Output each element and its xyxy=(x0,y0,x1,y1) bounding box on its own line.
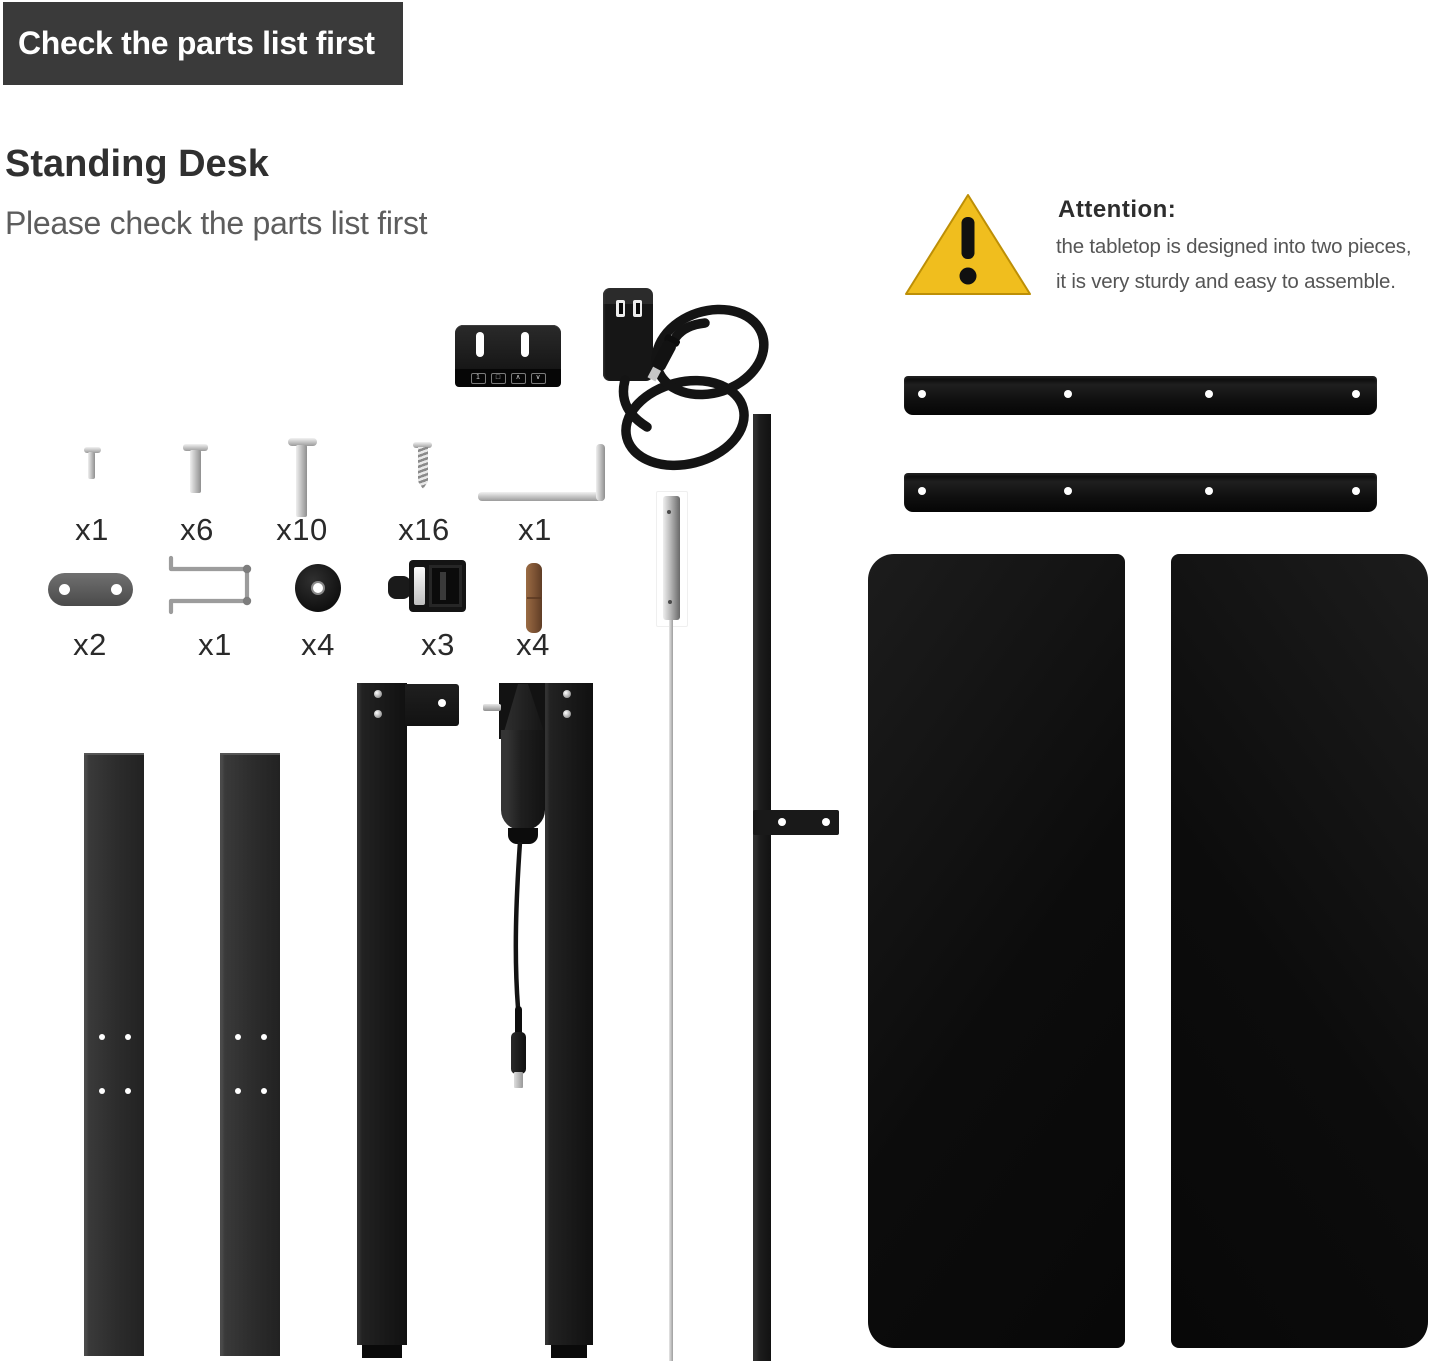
cable-hook-icon xyxy=(160,550,255,620)
attention-line-2: it is very sturdy and easy to assemble. xyxy=(1056,270,1396,293)
dc-plug-icon xyxy=(511,1032,526,1074)
qty-label: x1 xyxy=(518,512,552,547)
qty-label: x4 xyxy=(301,627,335,662)
qty-label: x2 xyxy=(73,627,107,662)
screw-head-icon xyxy=(374,710,382,718)
qty-label: x3 xyxy=(421,627,455,662)
crossbeam-bracket xyxy=(753,810,839,835)
side-rail xyxy=(904,473,1377,512)
crossbeam xyxy=(753,414,771,1361)
mount-slot-icon xyxy=(476,332,484,357)
qty-label: x10 xyxy=(276,512,328,547)
control-panel xyxy=(455,325,561,387)
preset-1-button-icon: 1 xyxy=(471,373,486,384)
leg-column-lower xyxy=(220,753,280,1356)
attention-title: Attention: xyxy=(1058,196,1177,223)
qty-label: x4 xyxy=(516,627,550,662)
tabletop-left-half xyxy=(868,554,1125,1348)
leg-mount-bracket xyxy=(405,684,459,726)
cable-clip-icon xyxy=(388,558,468,614)
qty-label: x1 xyxy=(75,512,109,547)
motor-cable xyxy=(500,840,540,1015)
screw-head-icon xyxy=(563,710,571,718)
warning-triangle-icon xyxy=(903,190,1033,298)
screw-head-icon xyxy=(374,690,382,698)
leg-upper-with-bracket xyxy=(357,683,407,1345)
qty-label: x1 xyxy=(198,627,232,662)
connector-plate-icon xyxy=(48,573,133,606)
attention-line-1: the tabletop is designed into two pieces, xyxy=(1056,235,1412,258)
qty-label: x6 xyxy=(180,512,214,547)
tabletop-right-half xyxy=(1171,554,1428,1348)
lifting-rod xyxy=(669,620,673,1361)
dc-plug-tip xyxy=(514,1072,523,1088)
wooden-dowel-icon xyxy=(526,563,542,633)
up-button-icon: ∧ xyxy=(511,373,526,384)
banner xyxy=(3,2,403,85)
leg-foot-insert xyxy=(551,1345,587,1358)
page-title: Standing Desk xyxy=(5,143,269,185)
display-button-icon: □ xyxy=(491,373,506,384)
motor-body xyxy=(501,730,545,830)
leg-foot-insert xyxy=(362,1345,402,1358)
control-panel-buttons xyxy=(455,369,561,387)
mount-slot-icon xyxy=(521,332,529,357)
banner-label: Check the parts list first xyxy=(18,25,375,61)
allen-key-icon xyxy=(478,492,605,501)
down-button-icon: ∨ xyxy=(531,373,546,384)
side-rail xyxy=(904,376,1377,415)
round-pad-icon xyxy=(295,564,341,612)
control-panel-plate xyxy=(455,325,561,372)
qty-label: x16 xyxy=(398,512,450,547)
page-subtitle: Please check the parts list first xyxy=(5,205,428,241)
lifting-rod-connector xyxy=(663,496,680,620)
screw-head-icon xyxy=(563,690,571,698)
motor-pin-icon xyxy=(483,704,501,711)
leg-upper-with-motor xyxy=(545,683,593,1345)
leg-column-lower xyxy=(84,753,144,1356)
